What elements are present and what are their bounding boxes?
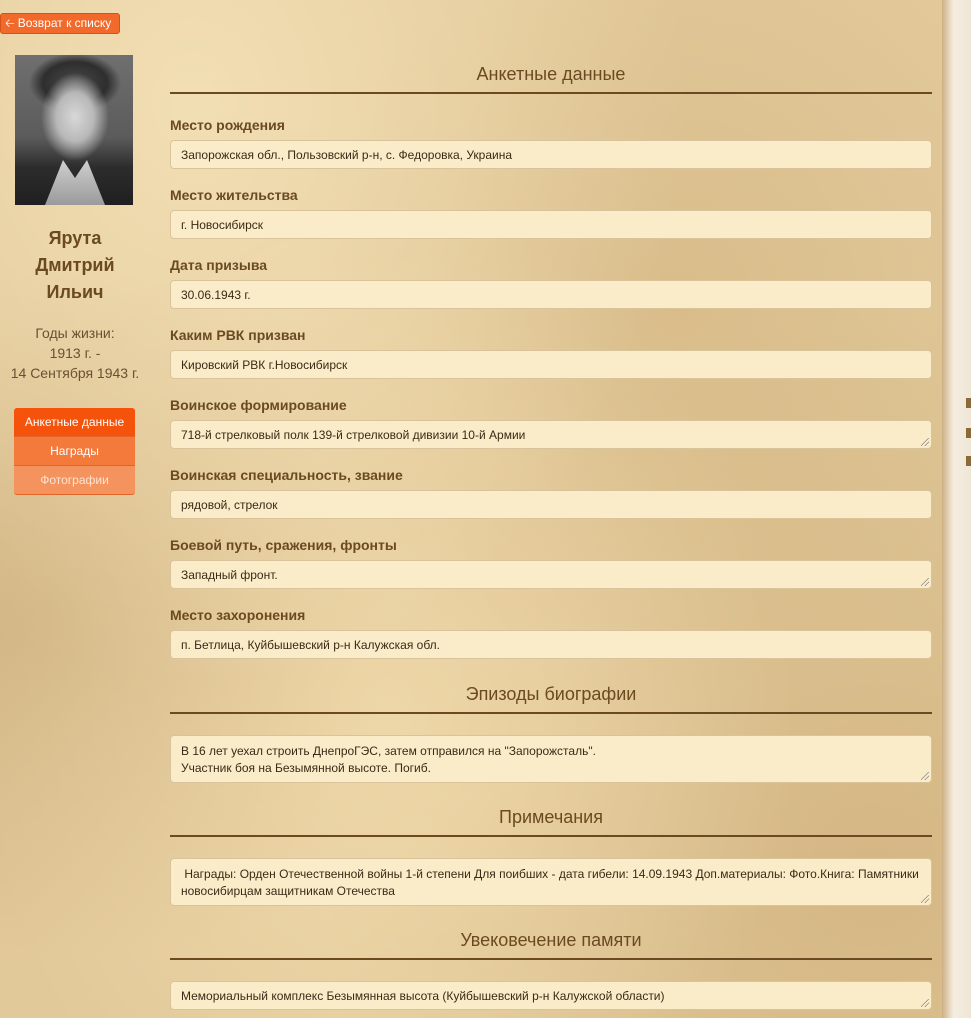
section-title-episodes: Эпизоды биографии <box>465 684 637 704</box>
field-label: Боевой путь, сражения, фронты <box>170 537 397 553</box>
section-title-memory: Увековечение памяти <box>460 930 642 950</box>
resize-grip-icon[interactable] <box>921 999 929 1007</box>
notes-textarea[interactable] <box>170 858 932 906</box>
resize-grip-icon[interactable] <box>921 772 929 780</box>
episodes-textarea[interactable] <box>170 735 932 783</box>
field-combat-path[interactable] <box>170 560 932 589</box>
episodes-line: В 16 лет уехал строить ДнепроГЭС, затем отправился на "Запорожсталь". <box>181 744 596 758</box>
back-button-label: Возврат к списку <box>17 16 112 30</box>
section-divider <box>170 835 932 837</box>
field-burial-place[interactable]: п. Бетлица, Куйбышевский р-н Калужская обл. <box>170 630 932 659</box>
field-label: Место жительства <box>170 187 298 203</box>
section-divider <box>170 92 932 94</box>
memory-textarea[interactable] <box>170 981 932 1010</box>
page-edge-strip <box>942 0 971 1018</box>
field-label: Дата призыва <box>170 257 268 273</box>
section-divider <box>170 958 932 960</box>
field-label: Воинское формирование <box>170 397 347 413</box>
nav-photos[interactable]: Фотографии <box>14 466 135 495</box>
birth-year: 1913 г. - <box>49 345 101 361</box>
notes-line: Награды: Орден Отечественной войны 1-й степени Для поибших - дата гибели: 14.09.1943 Доп.материалы: Фото.Книга: Памятники <box>181 867 919 881</box>
field-label: Место рождения <box>170 117 285 133</box>
nav-awards[interactable]: Награды <box>14 437 135 466</box>
resize-grip-icon[interactable] <box>921 438 929 446</box>
field-draft-date[interactable]: 30.06.1943 г. <box>170 280 932 309</box>
name-line: Ильич <box>46 282 104 302</box>
death-date: 14 Сентября 1943 г. <box>10 365 140 381</box>
field-rank[interactable]: рядовой, стрелок <box>170 490 932 519</box>
nav-questionnaire[interactable]: Анкетные данные <box>14 408 135 437</box>
field-value: 718-й стрелковый полк 139-й стрелковой дивизии 10-й Армии <box>181 428 526 442</box>
section-title-notes: Примечания <box>499 807 603 827</box>
resize-grip-icon[interactable] <box>921 895 929 903</box>
side-nav <box>14 408 135 495</box>
person-photo <box>15 55 133 205</box>
notes-line: новосибирцам защитникам Отечества <box>181 884 395 898</box>
field-military-unit[interactable] <box>170 420 932 449</box>
episodes-line: Участник боя на Безымянной высоте. Погиб. <box>181 761 431 775</box>
resize-grip-icon[interactable] <box>921 578 929 586</box>
section-title-questionnaire: Анкетные данные <box>476 64 626 84</box>
edge-mark <box>966 398 971 408</box>
name-line: Ярута <box>48 228 102 248</box>
field-draft-office[interactable]: Кировский РВК г.Новосибирск <box>170 350 932 379</box>
field-birthplace[interactable]: Запорожская обл., Пользовский р-н, с. Федоровка, Украина <box>170 140 932 169</box>
name-line: Дмитрий <box>35 255 115 275</box>
field-value: Западный фронт. <box>181 568 278 582</box>
edge-mark <box>966 428 971 438</box>
photo-collar <box>45 160 105 205</box>
field-value: Мемориальный комплекс Безымянная высота (Куйбышевский р-н Калужской области) <box>181 989 665 1003</box>
field-residence[interactable]: г. Новосибирск <box>170 210 932 239</box>
field-label: Каким РВК призван <box>170 327 306 343</box>
field-label: Место захоронения <box>170 607 306 623</box>
life-years-label: Годы жизни: <box>35 325 115 341</box>
section-divider <box>170 712 932 714</box>
edge-mark <box>966 456 971 466</box>
back-to-list-button[interactable] <box>0 13 120 34</box>
field-label: Воинская специальность, звание <box>170 467 403 483</box>
person-name <box>0 225 150 306</box>
arrow-left-icon: 🡠 <box>5 16 15 30</box>
